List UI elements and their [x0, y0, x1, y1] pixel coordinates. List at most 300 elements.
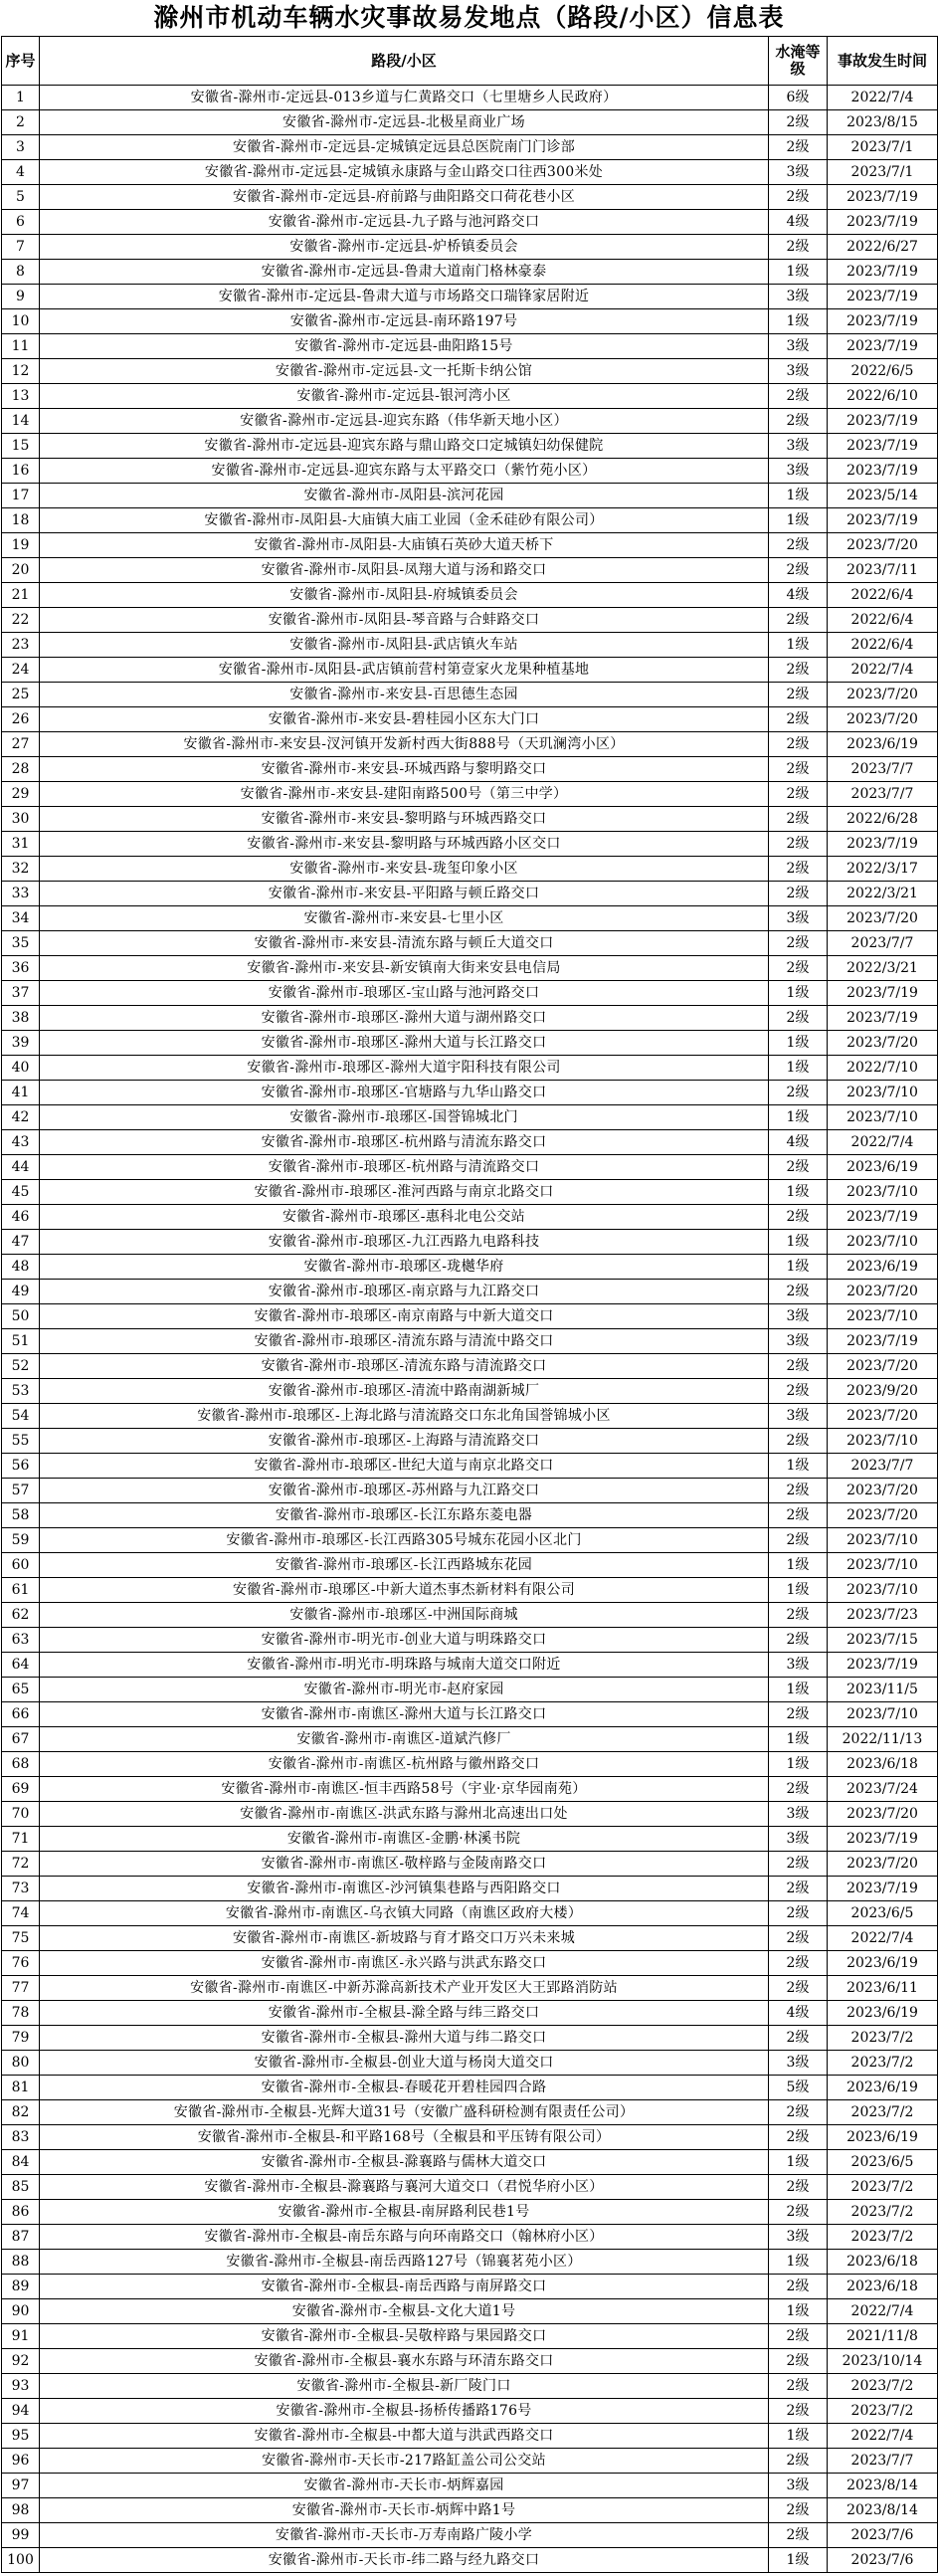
row-level: 3级 [769, 459, 828, 484]
row-location: 安徽省-滁州市-来安县-汊河镇开发新村西大街888号（天玑澜湾小区） [40, 732, 769, 757]
row-date: 2023/7/10 [828, 1702, 938, 1727]
row-date: 2023/7/19 [828, 508, 938, 533]
row-number: 40 [2, 1056, 40, 1081]
table-row [2, 608, 938, 633]
row-location: 安徽省-滁州市-来安县-新安镇南大街来安县电信局 [40, 956, 769, 981]
row-location: 安徽省-滁州市-明光市-明珠路与城南大道交口附近 [40, 1653, 769, 1678]
row-number: 71 [2, 1827, 40, 1852]
table-row [2, 956, 938, 981]
row-date: 2023/6/18 [828, 2250, 938, 2275]
row-level: 1级 [769, 1678, 828, 1702]
row-location: 安徽省-滁州市-琅琊区-杭州路与清流东路交口 [40, 1130, 769, 1155]
row-number: 65 [2, 1678, 40, 1702]
row-location: 安徽省-滁州市-全椒县-滁州大道与纬二路交口 [40, 2026, 769, 2051]
row-date: 2023/7/20 [828, 906, 938, 931]
table-row [2, 1678, 938, 1702]
row-level: 2级 [769, 658, 828, 683]
row-level: 1级 [769, 1454, 828, 1479]
row-location: 安徽省-滁州市-南谯区-新坡路与育才路交口万兴未来城 [40, 1926, 769, 1951]
row-date: 2023/7/6 [828, 2548, 938, 2573]
row-number: 27 [2, 732, 40, 757]
row-date: 2022/11/13 [828, 1727, 938, 1752]
row-location: 安徽省-滁州市-来安县-平阳路与顿丘路交口 [40, 882, 769, 906]
row-number: 64 [2, 1653, 40, 1678]
row-number: 1 [2, 86, 40, 110]
row-number: 55 [2, 1429, 40, 1454]
row-number: 53 [2, 1379, 40, 1404]
row-number: 72 [2, 1852, 40, 1877]
row-number: 22 [2, 608, 40, 633]
table-row [2, 86, 938, 110]
row-number: 2 [2, 110, 40, 135]
row-level: 2级 [769, 2100, 828, 2125]
table-row [2, 2349, 938, 2374]
row-level: 2级 [769, 608, 828, 633]
row-level: 2级 [769, 1379, 828, 1404]
row-date: 2023/7/19 [828, 1329, 938, 1354]
table-row [2, 1702, 938, 1727]
row-date: 2023/6/19 [828, 2125, 938, 2150]
row-date: 2023/7/1 [828, 135, 938, 160]
row-location: 安徽省-滁州市-来安县-百思德生态园 [40, 683, 769, 707]
table-row [2, 906, 938, 931]
row-location: 安徽省-滁州市-琅琊区-世纪大道与南京北路交口 [40, 1454, 769, 1479]
row-number: 26 [2, 707, 40, 732]
table-row [2, 160, 938, 185]
row-date: 2023/7/19 [828, 185, 938, 210]
row-level: 2级 [769, 782, 828, 807]
table-row [2, 185, 938, 210]
row-level: 3级 [769, 434, 828, 459]
row-location: 安徽省-滁州市-琅琊区-上海北路与清流路交口东北角国誉锦城小区 [40, 1404, 769, 1429]
row-number: 86 [2, 2200, 40, 2225]
table-row [2, 2225, 938, 2250]
row-date: 2023/8/14 [828, 2474, 938, 2498]
row-number: 9 [2, 285, 40, 309]
row-level: 4级 [769, 583, 828, 608]
row-location: 安徽省-滁州市-全椒县-南岳西路与南屏路交口 [40, 2275, 769, 2299]
row-date: 2023/7/7 [828, 931, 938, 956]
row-level: 3级 [769, 1653, 828, 1678]
row-date: 2023/7/19 [828, 434, 938, 459]
row-location: 安徽省-滁州市-全椒县-新厂陵门口 [40, 2374, 769, 2399]
row-date: 2023/7/19 [828, 1827, 938, 1852]
row-date: 2023/6/19 [828, 732, 938, 757]
row-level: 2级 [769, 1877, 828, 1901]
row-date: 2022/7/10 [828, 1056, 938, 1081]
row-level: 2级 [769, 135, 828, 160]
row-level: 2级 [769, 533, 828, 558]
row-date: 2023/7/10 [828, 1180, 938, 1205]
table-row [2, 1603, 938, 1628]
row-date: 2022/6/5 [828, 359, 938, 384]
table-row [2, 1006, 938, 1031]
row-level: 2级 [769, 2175, 828, 2200]
row-number: 48 [2, 1255, 40, 1280]
table-row [2, 1528, 938, 1553]
table-row [2, 533, 938, 558]
table-row [2, 1901, 938, 1926]
row-date: 2023/7/19 [828, 260, 938, 285]
row-number: 29 [2, 782, 40, 807]
table-row [2, 1877, 938, 1901]
row-date: 2023/7/7 [828, 1454, 938, 1479]
row-location: 安徽省-滁州市-定远县-鲁肃大道南门格林豪泰 [40, 260, 769, 285]
row-date: 2023/7/20 [828, 1802, 938, 1827]
row-number: 57 [2, 1479, 40, 1503]
row-date: 2023/5/14 [828, 484, 938, 508]
row-date: 2023/7/19 [828, 459, 938, 484]
table-row [2, 1081, 938, 1105]
table-row [2, 2299, 938, 2324]
row-location: 安徽省-滁州市-来安县-建阳南路500号（第三中学） [40, 782, 769, 807]
row-number: 99 [2, 2523, 40, 2548]
row-location: 安徽省-滁州市-凤阳县-府城镇委员会 [40, 583, 769, 608]
row-number: 93 [2, 2374, 40, 2399]
row-location: 安徽省-滁州市-琅琊区-官塘路与九华山路交口 [40, 1081, 769, 1105]
row-number: 35 [2, 931, 40, 956]
row-number: 82 [2, 2100, 40, 2125]
row-level: 1级 [769, 1105, 828, 1130]
row-level: 1级 [769, 1255, 828, 1280]
table-row [2, 1578, 938, 1603]
row-location: 安徽省-滁州市-定远县-曲阳路15号 [40, 334, 769, 359]
row-location: 安徽省-滁州市-全椒县-南岳西路127号（锦襄茗苑小区） [40, 2250, 769, 2275]
row-level: 2级 [769, 2498, 828, 2523]
row-number: 96 [2, 2449, 40, 2474]
row-number: 28 [2, 757, 40, 782]
row-number: 41 [2, 1081, 40, 1105]
row-location: 安徽省-滁州市-凤阳县-武店镇前营村第壹家火龙果种植基地 [40, 658, 769, 683]
row-number: 95 [2, 2424, 40, 2449]
row-level: 2级 [769, 1205, 828, 1230]
row-date: 2023/7/7 [828, 757, 938, 782]
table-row [2, 508, 938, 533]
row-number: 89 [2, 2275, 40, 2299]
row-location: 安徽省-滁州市-定远县-迎宾东路（伟华新天地小区） [40, 409, 769, 434]
row-date: 2023/7/10 [828, 1553, 938, 1578]
row-date: 2023/7/20 [828, 707, 938, 732]
row-number: 16 [2, 459, 40, 484]
row-location: 安徽省-滁州市-南谯区-滁州大道与长江路交口 [40, 1702, 769, 1727]
row-number: 21 [2, 583, 40, 608]
row-location: 安徽省-滁州市-定远县-文一托斯卡纳公馆 [40, 359, 769, 384]
row-location: 安徽省-滁州市-全椒县-南屏路利民巷1号 [40, 2200, 769, 2225]
table-row [2, 1354, 938, 1379]
table-row [2, 1454, 938, 1479]
row-location: 安徽省-滁州市-南谯区-沙河镇集巷路与西阳路交口 [40, 1877, 769, 1901]
row-date: 2023/7/19 [828, 981, 938, 1006]
row-level: 2级 [769, 956, 828, 981]
row-number: 20 [2, 558, 40, 583]
row-level: 3级 [769, 334, 828, 359]
row-level: 2级 [769, 1503, 828, 1528]
row-date: 2023/7/2 [828, 2026, 938, 2051]
row-date: 2023/7/19 [828, 1877, 938, 1901]
row-location: 安徽省-滁州市-琅琊区-上海路与清流路交口 [40, 1429, 769, 1454]
row-level: 1级 [769, 1578, 828, 1603]
table-row [2, 2374, 938, 2399]
table-body [2, 86, 938, 2573]
row-level: 1级 [769, 2548, 828, 2573]
table-row [2, 309, 938, 334]
row-location: 安徽省-滁州市-天长市-217路缸盖公司公交站 [40, 2449, 769, 2474]
table-row [2, 707, 938, 732]
row-location: 安徽省-滁州市-全椒县-南岳东路与向环南路交口（翰林府小区） [40, 2225, 769, 2250]
row-date: 2022/3/21 [828, 956, 938, 981]
table-row [2, 1802, 938, 1827]
row-level: 2级 [769, 683, 828, 707]
row-location: 安徽省-滁州市-凤阳县-滨河花园 [40, 484, 769, 508]
row-number: 12 [2, 359, 40, 384]
table-row [2, 2200, 938, 2225]
row-location: 安徽省-滁州市-凤阳县-武店镇火车站 [40, 633, 769, 658]
row-date: 2023/7/2 [828, 2374, 938, 2399]
row-location: 安徽省-滁州市-凤阳县-琴音路与合蚌路交口 [40, 608, 769, 633]
table-row [2, 1653, 938, 1678]
header-date: 事故发生时间 [828, 37, 938, 86]
row-location: 安徽省-滁州市-定远县-迎宾东路与太平路交口（紫竹苑小区） [40, 459, 769, 484]
row-location: 安徽省-滁州市-全椒县-和平路168号（全椒县和平压铸有限公司） [40, 2125, 769, 2150]
row-level: 2级 [769, 1951, 828, 1976]
table-row [2, 1130, 938, 1155]
row-level: 3级 [769, 2474, 828, 2498]
table-row [2, 658, 938, 683]
table-header-row [2, 37, 938, 86]
row-location: 安徽省-滁州市-天长市-万寿南路广陵小学 [40, 2523, 769, 2548]
row-location: 安徽省-滁州市-定远县-鲁肃大道与市场路交口瑞锋家居附近 [40, 285, 769, 309]
table-row [2, 1255, 938, 1280]
row-number: 59 [2, 1528, 40, 1553]
row-level: 2级 [769, 832, 828, 857]
row-location: 安徽省-滁州市-定远县-定城镇永康路与金山路交口往西300米处 [40, 160, 769, 185]
row-location: 安徽省-滁州市-南谯区-道斌汽修厂 [40, 1727, 769, 1752]
row-number: 66 [2, 1702, 40, 1727]
row-date: 2023/7/7 [828, 2449, 938, 2474]
row-date: 2022/3/21 [828, 882, 938, 906]
table-row [2, 2474, 938, 2498]
row-number: 42 [2, 1105, 40, 1130]
row-level: 2级 [769, 882, 828, 906]
row-date: 2022/7/4 [828, 658, 938, 683]
row-date: 2023/7/10 [828, 1105, 938, 1130]
row-date: 2023/6/19 [828, 1951, 938, 1976]
row-date: 2023/7/10 [828, 1429, 938, 1454]
table-row [2, 409, 938, 434]
table-row [2, 2125, 938, 2150]
row-level: 1级 [769, 633, 828, 658]
row-number: 69 [2, 1777, 40, 1802]
table-row [2, 931, 938, 956]
row-level: 3级 [769, 1329, 828, 1354]
row-date: 2023/7/20 [828, 683, 938, 707]
row-date: 2023/7/19 [828, 409, 938, 434]
row-date: 2023/11/5 [828, 1678, 938, 1702]
table-row [2, 1976, 938, 2001]
row-number: 70 [2, 1802, 40, 1827]
row-location: 安徽省-滁州市-全椒县-光辉大道31号（安徽广盛科研检测有限责任公司） [40, 2100, 769, 2125]
row-date: 2022/7/4 [828, 2299, 938, 2324]
row-level: 2级 [769, 1852, 828, 1877]
row-location: 安徽省-滁州市-琅琊区-南京路与九江路交口 [40, 1280, 769, 1304]
row-number: 24 [2, 658, 40, 683]
row-number: 67 [2, 1727, 40, 1752]
row-level: 2级 [769, 409, 828, 434]
table-row [2, 633, 938, 658]
row-date: 2023/7/19 [828, 832, 938, 857]
row-level: 2级 [769, 1479, 828, 1503]
row-location: 安徽省-滁州市-琅琊区-杭州路与清流路交口 [40, 1155, 769, 1180]
row-date: 2022/6/4 [828, 583, 938, 608]
row-date: 2023/7/23 [828, 1603, 938, 1628]
row-number: 60 [2, 1553, 40, 1578]
row-number: 45 [2, 1180, 40, 1205]
row-location: 安徽省-滁州市-琅琊区-九江西路九电路科技 [40, 1230, 769, 1255]
row-level: 3级 [769, 2225, 828, 2250]
row-level: 2级 [769, 1702, 828, 1727]
row-location: 安徽省-滁州市-明光市-赵府家园 [40, 1678, 769, 1702]
row-level: 3级 [769, 1827, 828, 1852]
table-row [2, 558, 938, 583]
row-number: 51 [2, 1329, 40, 1354]
row-number: 5 [2, 185, 40, 210]
row-location: 安徽省-滁州市-南谯区-永兴路与洪武东路交口 [40, 1951, 769, 1976]
row-location: 安徽省-滁州市-来安县-清流东路与顿丘大道交口 [40, 931, 769, 956]
table-row [2, 135, 938, 160]
row-location: 安徽省-滁州市-琅琊区-苏州路与九江路交口 [40, 1479, 769, 1503]
row-date: 2023/10/14 [828, 2349, 938, 2374]
row-location: 安徽省-滁州市-全椒县-中都大道与洪武西路交口 [40, 2424, 769, 2449]
row-number: 61 [2, 1578, 40, 1603]
table-row [2, 384, 938, 409]
row-location: 安徽省-滁州市-琅琊区-惠科北电公交站 [40, 1205, 769, 1230]
table-row [2, 2175, 938, 2200]
row-date: 2022/6/4 [828, 633, 938, 658]
row-date: 2023/7/2 [828, 2200, 938, 2225]
row-level: 2级 [769, 185, 828, 210]
row-number: 84 [2, 2150, 40, 2175]
row-date: 2023/6/19 [828, 2076, 938, 2100]
row-level: 2级 [769, 2399, 828, 2424]
row-location: 安徽省-滁州市-全椒县-创业大道与杨岗大道交口 [40, 2051, 769, 2076]
row-location: 安徽省-滁州市-琅琊区-滁州大道与长江路交口 [40, 1031, 769, 1056]
table-row [2, 2250, 938, 2275]
row-number: 56 [2, 1454, 40, 1479]
table-row [2, 1180, 938, 1205]
row-location: 安徽省-滁州市-全椒县-扬桥传播路176号 [40, 2399, 769, 2424]
row-number: 49 [2, 1280, 40, 1304]
row-location: 安徽省-滁州市-琅琊区-滁州大道宇阳科技有限公司 [40, 1056, 769, 1081]
row-location: 安徽省-滁州市-琅琊区-中洲国际商城 [40, 1603, 769, 1628]
row-location: 安徽省-滁州市-全椒县-春暖花开碧桂园四合路 [40, 2076, 769, 2100]
table-row [2, 1852, 938, 1877]
row-location: 安徽省-滁州市-定远县-北极星商业广场 [40, 110, 769, 135]
page-title: 滁州市机动车辆水灾事故易发地点（路段/小区）信息表 [153, 3, 785, 32]
row-level: 2级 [769, 1429, 828, 1454]
table-row [2, 2026, 938, 2051]
row-level: 3级 [769, 2051, 828, 2076]
row-number: 100 [2, 2548, 40, 2573]
row-date: 2023/6/19 [828, 1255, 938, 1280]
table-row [2, 434, 938, 459]
row-date: 2023/7/24 [828, 1777, 938, 1802]
row-number: 43 [2, 1130, 40, 1155]
row-number: 34 [2, 906, 40, 931]
row-date: 2022/6/4 [828, 608, 938, 633]
row-date: 2023/7/10 [828, 1578, 938, 1603]
row-number: 47 [2, 1230, 40, 1255]
row-date: 2023/7/20 [828, 1404, 938, 1429]
row-number: 39 [2, 1031, 40, 1056]
row-date: 2023/7/19 [828, 1653, 938, 1678]
row-date: 2023/7/19 [828, 309, 938, 334]
row-date: 2023/7/19 [828, 1006, 938, 1031]
row-location: 安徽省-滁州市-来安县-珑玺印象小区 [40, 857, 769, 882]
row-level: 2级 [769, 235, 828, 260]
row-location: 安徽省-滁州市-来安县-黎明路与环城西路小区交口 [40, 832, 769, 857]
row-level: 3级 [769, 906, 828, 931]
table-row [2, 1280, 938, 1304]
row-level: 2级 [769, 1528, 828, 1553]
row-level: 4级 [769, 1130, 828, 1155]
row-location: 安徽省-滁州市-天长市-炳辉嘉园 [40, 2474, 769, 2498]
row-location: 安徽省-滁州市-定远县-南环路197号 [40, 309, 769, 334]
row-number: 87 [2, 2225, 40, 2250]
row-number: 62 [2, 1603, 40, 1628]
row-level: 1级 [769, 1031, 828, 1056]
table-row [2, 1479, 938, 1503]
table-row [2, 2324, 938, 2349]
table-row [2, 260, 938, 285]
row-level: 1级 [769, 981, 828, 1006]
row-number: 46 [2, 1205, 40, 1230]
table-row [2, 1056, 938, 1081]
row-number: 52 [2, 1354, 40, 1379]
row-level: 2级 [769, 2449, 828, 2474]
table-row [2, 334, 938, 359]
row-location: 安徽省-滁州市-南谯区-敬梓路与金陵南路交口 [40, 1852, 769, 1877]
table-row [2, 1230, 938, 1255]
table-row [2, 782, 938, 807]
row-date: 2023/6/18 [828, 1752, 938, 1777]
row-location: 安徽省-滁州市-南谯区-恒丰西路58号（宇业·京华园南苑） [40, 1777, 769, 1802]
row-number: 68 [2, 1752, 40, 1777]
row-date: 2023/7/7 [828, 782, 938, 807]
row-number: 38 [2, 1006, 40, 1031]
row-number: 3 [2, 135, 40, 160]
row-level: 2级 [769, 1976, 828, 2001]
row-number: 92 [2, 2349, 40, 2374]
row-level: 1级 [769, 2424, 828, 2449]
table-row [2, 1503, 938, 1528]
table-row [2, 2150, 938, 2175]
row-level: 2级 [769, 1280, 828, 1304]
row-number: 80 [2, 2051, 40, 2076]
row-location: 安徽省-滁州市-琅琊区-南京南路与中新大道交口 [40, 1304, 769, 1329]
table-row [2, 2275, 938, 2299]
row-location: 安徽省-滁州市-天长市-纬二路与经九路交口 [40, 2548, 769, 2573]
row-level: 5级 [769, 2076, 828, 2100]
row-number: 94 [2, 2399, 40, 2424]
row-number: 78 [2, 2001, 40, 2026]
row-level: 1级 [769, 1230, 828, 1255]
row-location: 安徽省-滁州市-凤阳县-大庙镇大庙工业园（金禾硅砂有限公司） [40, 508, 769, 533]
row-location: 安徽省-滁州市-南谯区-洪武东路与滁州北高速出口处 [40, 1802, 769, 1827]
row-level: 2级 [769, 1926, 828, 1951]
row-location: 安徽省-滁州市-定远县-九子路与池河路交口 [40, 210, 769, 235]
row-level: 3级 [769, 1404, 828, 1429]
table-row [2, 732, 938, 757]
